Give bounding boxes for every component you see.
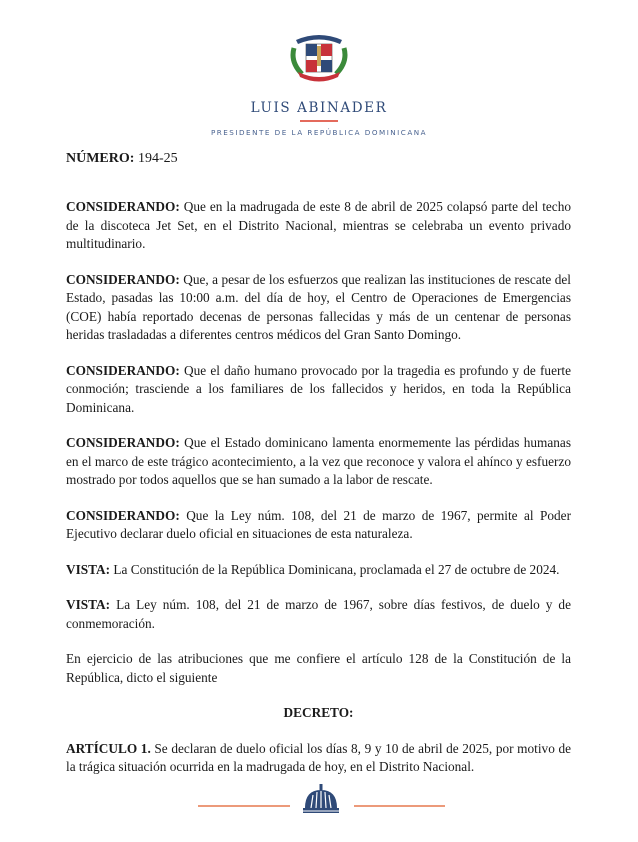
paragraph-text: Que la Ley núm. 108, del 21 de marzo de 1967, permite al Poder Ejecutivo declarar duelo oficial en situaciones de esta naturaleza. bbox=[66, 507, 571, 541]
paragraph-text: La Ley núm. 108, del 21 de marzo de 1967, sobre días festivos, de duelo y de conmemoración. bbox=[66, 597, 571, 631]
paragraph-text: Que el Estado dominicano lamenta enormemente las pérdidas humanas en el marco de este trágico acontecimiento, a la vez que reconoce y valora el ahínco y esfuerzo mostrado por todos aquellos que se han sumado a la labor de rescate. bbox=[66, 435, 572, 487]
name-underline bbox=[300, 120, 338, 122]
decreto-heading bbox=[66, 704, 571, 723]
paragraph-label: CONSIDERANDO: bbox=[66, 271, 180, 287]
paragraph-label: CONSIDERANDO: bbox=[66, 507, 180, 523]
paragraph-label: CONSIDERANDO: bbox=[66, 362, 180, 378]
preamble bbox=[66, 650, 571, 687]
footer-rule-right bbox=[354, 805, 445, 807]
footer-rule-left bbox=[198, 805, 290, 807]
vista-2 bbox=[66, 596, 571, 633]
considerando-1 bbox=[66, 198, 571, 254]
considerando-5 bbox=[66, 507, 571, 544]
paragraph-text: La Constitución de la República Dominicana, proclamada el 27 de octubre de 2024. bbox=[113, 561, 560, 577]
articulo-1 bbox=[66, 740, 571, 777]
decree-number bbox=[66, 151, 178, 167]
considerando-3 bbox=[66, 362, 571, 418]
decree-number-label: NÚMERO: bbox=[66, 151, 135, 166]
paragraph-label: VISTA: bbox=[66, 561, 111, 577]
president-name: LUIS ABINADER bbox=[250, 100, 388, 116]
paragraph-label: CONSIDERANDO: bbox=[66, 435, 180, 450]
president-title: PRESIDENTE DE LA REPÚBLICA DOMINICANA bbox=[210, 128, 428, 137]
paragraph-text: Que en la madrugada de este 8 de abril de 2025 colapsó parte del techo de la discoteca Jet Set, en el Distrito Nacional, mientras se celebraba un evento privado multitudinario. bbox=[66, 199, 571, 251]
paragraph-text: En ejercicio de las atribuciones que me confiere el artículo 128 de la Constitución de la República, dicto el siguiente bbox=[66, 651, 571, 685]
page-footer bbox=[198, 784, 444, 814]
heading-text: DECRETO: bbox=[283, 705, 354, 720]
coat-of-arms-icon bbox=[288, 28, 350, 84]
article-text: Se declaran de duelo oficial los días 8, 9 y 10 de abril de 2025, por motivo de la trágica situación ocurrida en la madrugada de hoy, en el Distrito Nacional. bbox=[66, 740, 572, 774]
decree-number-value: 194-25 bbox=[137, 151, 178, 166]
paragraph-text: Que, a pesar de los esfuerzos que realizan las instituciones de rescate del Estado, pasadas las 10:00 a.m. del día de hoy, el Centro de Operaciones de Emergencias (COE) había reportado decenas de personas fallecidas y más de un centenar de personas heridas trasladadas a diferentes centros médicos del Gran Santo Domingo. bbox=[66, 271, 572, 342]
paragraph-text: Que el daño humano provocado por la tragedia es profundo y de fuerte conmoción; trasciende a los familiares de los fallecidos y heridos, en toda la República Dominicana. bbox=[66, 362, 571, 415]
considerando-2 bbox=[66, 271, 571, 345]
paragraph-label: CONSIDERANDO: bbox=[66, 199, 180, 214]
vista-1 bbox=[66, 561, 571, 580]
paragraph-label: VISTA: bbox=[66, 597, 111, 612]
decree-body bbox=[66, 198, 571, 794]
considerando-4 bbox=[66, 434, 571, 490]
palace-dome-icon bbox=[298, 784, 344, 814]
article-label: ARTÍCULO 1. bbox=[66, 740, 151, 756]
